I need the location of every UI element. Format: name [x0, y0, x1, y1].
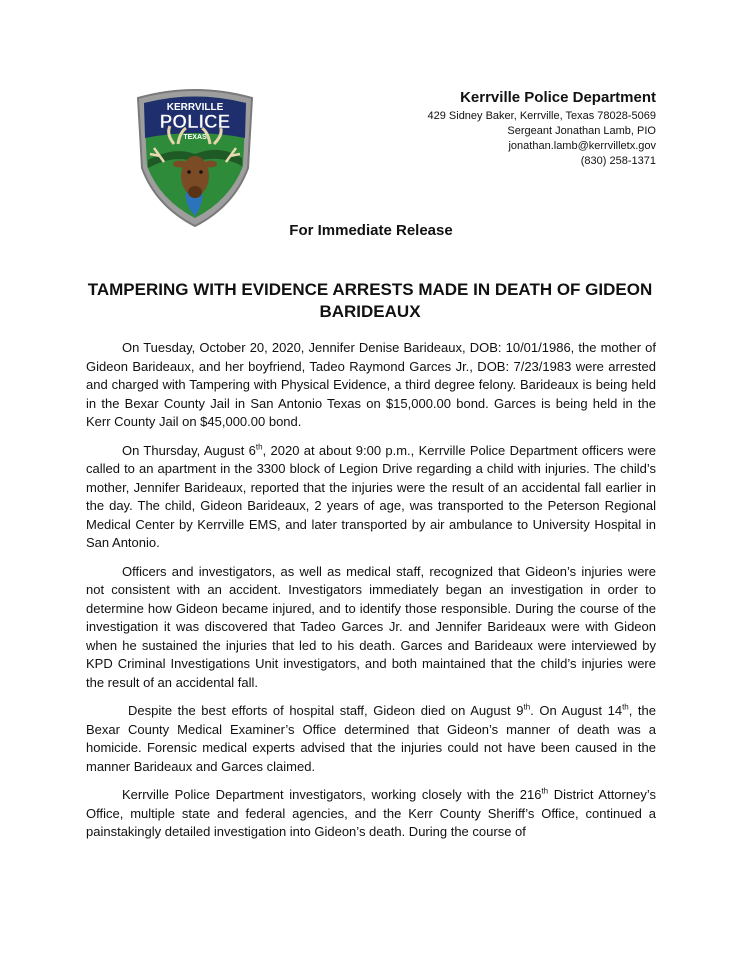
paragraph-1-text: On Tuesday, October 20, 2020, Jennifer Denise Barideaux, DOB: 10/01/1986, the mother of Gideon Barideaux, and her boyfriend, Tadeo Raymond Garces Jr., DOB: 7/23/1983 were arrested and charged with Tampering with Physical Evidence, a third degree felony. Barideaux is being held in the Bexar County Jail in San Antonio Texas on $15,000.00 bond. Garces is being held in the Kerr County Jail on $45,000.00 bond.	[86, 340, 656, 429]
ordinal-suffix: th	[541, 786, 549, 796]
release-label: For Immediate Release	[289, 222, 453, 239]
paragraph-3	[86, 563, 656, 693]
paragraph-5	[86, 786, 656, 842]
paragraph-4-text-c: , the Bexar County Medical Examiner’s Office determined that Gideon’s manner of death was a homicide. Forensic medical experts advised that the injuries could not have been caused in the manner Barideaux and Garces claimed.	[86, 703, 656, 774]
department-name: Kerrville Police Department	[460, 89, 656, 106]
paragraph-1	[86, 339, 656, 432]
paragraph-4	[86, 702, 656, 776]
headline: TAMPERING WITH EVIDENCE ARRESTS MADE IN DEATH OF GIDEON BARIDEAUX	[87, 280, 653, 321]
paragraph-2	[86, 442, 656, 553]
badge-top-text: KERRVILLE	[166, 102, 224, 113]
paragraph-2-text-b: , 2020 at about 9:00 p.m., Kerrville Police Department officers were called to an apartment in the 3300 block of Legion Drive regarding a child with injuries. The child’s mother, Jennifer Barideaux, reported that the injuries were the result of an accidental fall earlier in the day. The child, Gideon Barideaux, 2 years of age, was transported to the Peterson Regional Medical Center by Kerrville EMS, and later transported by air ambulance to University Hospital in San Antonio.	[86, 442, 657, 550]
paragraph-5-text-b: District Attorney’s Office, multiple state and federal agencies, and the Kerr County Sheriff’s Office, continued a painstakingly detailed investigation into Gideon’s death. During the course of	[86, 787, 656, 839]
paragraph-4-text-a: Despite the best efforts of hospital staff, Gideon died on August 9	[128, 703, 524, 718]
contact-name: Sergeant Jonathan Lamb, PIO	[507, 125, 656, 137]
badge-state-text: TEXAS	[183, 134, 207, 141]
badge-main-text: POLICE	[159, 112, 231, 133]
paragraph-2-text-a: On Thursday, August 6	[122, 442, 256, 458]
ordinal-suffix: th	[255, 442, 263, 452]
police-badge-logo	[134, 88, 256, 228]
press-release-body	[86, 339, 656, 852]
ordinal-suffix: th	[622, 702, 629, 712]
paragraph-5-text-a: Kerrville Police Department investigators, working closely with the 216	[122, 787, 542, 802]
paragraph-4-text-b: . On August 14	[530, 703, 623, 718]
paragraph-3-text: Officers and investigators, as well as medical staff, recognized that Gideon’s injuries were not consistent with an accident. Investigators immediately began an investigation in order to determine how Gideon became injured, and to identify those responsible. During the course of the investigation it was discovered that Tadeo Garces Jr. and Jennifer Barideaux were with Gideon when he sustained the injuries that led to his death. Garces and Barideaux were interviewed by KPD Criminal Investigations Unit investigators, and both maintained that the child’s injuries were the result of an accidental fall.	[86, 563, 656, 690]
contact-block	[428, 88, 657, 169]
contact-email: jonathan.lamb@kerrvilletx.gov	[508, 140, 656, 152]
department-address: 429 Sidney Baker, Kerrville, Texas 78028-5069	[427, 110, 656, 122]
contact-phone: (830) 258-1371	[580, 155, 656, 167]
ordinal-suffix: th	[523, 702, 531, 712]
